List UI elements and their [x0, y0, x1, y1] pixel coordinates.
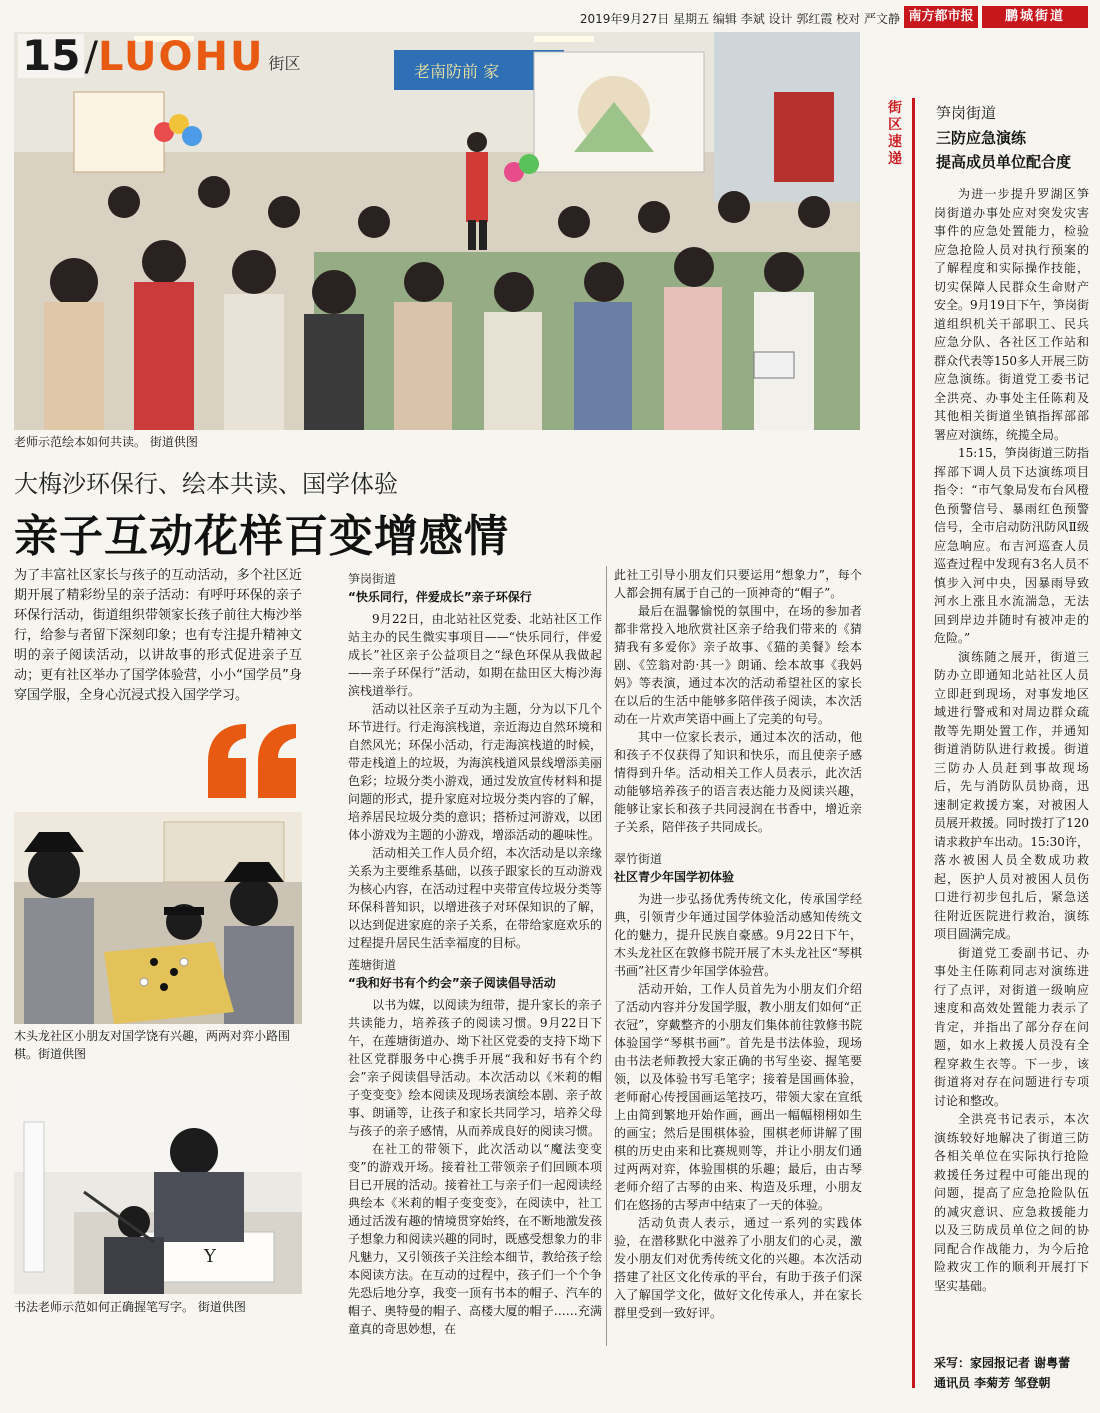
- column1-para: 9月22日，由北站社区党委、北站社区工作站主办的民生微实事项目——“快乐同行，伴爱成长”社区亲子公益项目之“绿色环保从我做起——亲子环保行”活动，如期在盐田区大梅沙海滨栈道举行。: [348, 612, 602, 698]
- sidebar-body: [934, 185, 1089, 1295]
- article-subtitle: 大梅沙环保行、绘本共读、国学体验: [14, 470, 398, 498]
- page-header: [0, 0, 1100, 30]
- column1-dept: 笋岗街道: [348, 572, 397, 586]
- sidebar-rule: [912, 98, 915, 1388]
- credit-reporter: 采写：家园报记者 谢粤蕾: [934, 1356, 1071, 1370]
- page-slash: /: [84, 34, 98, 80]
- column1-para2: 以书为媒，以阅读为纽带，提升家长的亲子共读能力，培养孩子的阅读习惯。9月22日下午，在莲塘街道办、坳下社区党委的支持下坳下社区党群服务中心携手开展“我和好书有个约会”亲子阅读倡导活动。本次活动以《米莉的帽子变变变》绘本阅读及现场表演绘本剧、亲子故事、朗诵等，让孩子和家长共同学习，培养父母与孩子的亲子感情，从而养成良好的阅读习惯。: [348, 998, 602, 1138]
- column1-para2: 在社工的带领下，此次活动以“魔法变变变”的游戏开场。接着社工带领亲子们回顾本项目已开展的活动。接着社工与亲子们一起阅读经典绘本《米莉的帽子变变变》，在阅读中，社工通过活泼有趣的情境贯穿始终，在不断地激发孩子想象力和阅读兴趣的同时，既感受想象力的非凡魅力，又引领孩子关注绘本细节，教给孩子绘本阅读方法。在互动的过程中，孩子们一个个争先恐后地分享，我变一顶有书本的帽子、汽车的帽子、奥特曼的帽子、高楼大厦的帽子……充满童真的奇思妙想，在: [348, 1142, 602, 1336]
- column1-para: 活动相关工作人员介绍，本次活动是以亲缘关系为主要维系基础，以孩子跟家长的互动游戏为核心内容，在活动过程中夹带宣传垃圾分类等环保科普知识，以增进孩子对环保知识的了解，以达到促进家庭的亲子关系，在带给家庭欢乐的过程提升居民生活幸福度的目标。: [348, 846, 602, 950]
- sidebar-credit: [934, 1353, 1094, 1393]
- weiqi-photo: [14, 812, 302, 1024]
- section-name: 街区: [268, 54, 301, 73]
- article-column-2: [614, 566, 862, 1322]
- calligraphy-scene: [14, 1082, 302, 1294]
- main-photo-caption: 老师示范绘本如何共读。 街道供图: [14, 435, 198, 449]
- sidebar-title-line2: 提高成员单位配合度: [936, 153, 1072, 171]
- column2-subhead: 社区青少年国学初体验: [614, 870, 735, 884]
- sidebar-tag: 街区速递: [888, 100, 902, 167]
- article-column-1: [348, 566, 602, 1338]
- weiqi-photo-caption: 木头龙社区小朋友对国学饶有兴趣，两两对弈小路围棋。街道供图: [14, 1029, 291, 1061]
- sidebar-para: 15:15，笋岗街道三防指挥部下调人员下达演练项目指令：“市气象局发布台风橙色预警信号、暴雨红色预警信号，全市启动防汛防风Ⅱ级应急响应。布吉河巡查人员巡查过程中发现有3名人员不慎步入河中央，因暴雨导致河水上涨且水流湍急，无法回到岸边并随时有被冲走的危险。”: [934, 446, 1089, 645]
- sidebar-dept: 笋岗街道: [936, 104, 997, 122]
- column-divider: [606, 566, 607, 1346]
- column1-para: 活动以社区亲子互动为主题，分为以下几个环节进行。行走海滨栈道，亲近海边自然环境和自然风光；环保小活动，行走海滨栈道的时候，带走栈道上的垃圾，为海滨栈道风景线增添美丽色彩；垃圾分类小游戏，通过发放宣传材料和提问题的形式，提升家庭对垃圾分类内容的了解，培养居民垃圾分类的意识；搭桥过河游戏，以团体小游戏为主题的小游戏，增添活动的趣味性。: [348, 702, 602, 842]
- page-heading: [18, 31, 301, 80]
- column2-para2: 为进一步弘扬优秀传统文化，传承国学经典，引领青少年通过国学体验活动感知传统文化的魅力，提升民族自豪感。9月22日下午，木头龙社区在敦修书院开展了木头龙社区“琴棋书画”社区青少年国学体验营。: [614, 892, 862, 978]
- column2-dept: 翠竹街道: [614, 852, 663, 866]
- credit-correspondents: 通讯员 李菊芳 邹登朝: [934, 1376, 1051, 1390]
- article-lead: 为了丰富社区家长与孩子的互动活动，多个社区近期开展了精彩纷呈的亲子活动：有呼吁环保的亲子环保行活动，街道组织带领家长孩子前往大梅沙举行，给参与者留下深刻印象；也有专注提升精神文明的亲子阅读活动，以讲故事的形式促进亲子互动；更有社区举办了国学体验营，小小“国学员”身穿国学服，全身心沉浸式投入国学学习。: [14, 568, 302, 703]
- column2-para2: 活动开始，工作人员首先为小朋友们介绍了活动内容并分发国学服，教小朋友们如何“正衣冠”，穿戴整齐的小朋友们集体前往敦修书院体验国学“琴棋书画”。首先是书法体验，现场由书法老师教授大家正确的书写坐姿、握笔要领，以及体验书写毛笔字；接着是国画体验，老师耐心传授国画运笔技巧，带领大家在宣纸上由简到繁地开始作画，画出一幅幅栩栩如生的画宝；然后是围棋体验，围棋老师讲解了围棋的历史由来和比赛规则等，并让小朋友们通过两两对弈，体验围棋的乐趣；最后，由古琴老师介绍了古琴的由来、构造及乐理，小朋友们在悠扬的古琴声中结束了一天的体验。: [614, 982, 862, 1212]
- sidebar-title-line1: 三防应急演练: [936, 129, 1027, 147]
- svg-text:Y: Y: [204, 1246, 216, 1267]
- column1-subhead: “快乐同行，伴爱成长”亲子环保行: [348, 590, 532, 604]
- sidebar-para: 为进一步提升罗湖区笋岗街道办事处应对突发灾害事件的应急处置能力，检验应急抢险人员对执行预案的了解程度和实际操作技能，切实保障人民群众生命财产安全。9月19日下午，笋岗街道组织机关干部职工、民兵应急分队、各社区工作站和群众代表等150多人开展三防应急演练。街道党工委书记全洪亮、办事处主任陈莉及其他相关街道坐镇指挥部部署应对演练，统揽全局。: [934, 187, 1089, 442]
- sidebar-para: 演练随之展开，街道三防办立即通知北站社区人员立即赶到现场，对事发地区域进行警戒和对周边群众疏散等先期处置工作，并通知街道消防队进行救援。街道三防办人员赶到事故现场后，先与消防队员协商，迅速制定救援方案，对被困人员展开救援。同时拨打了120请求救护车出动。15:30许，落水被困人员全数成功救起，医护人员对被困人员伤口进行初步包扎后，紧急送往附近医院进行救治，演练项目圆满完成。: [934, 649, 1089, 941]
- main-photo: [14, 32, 860, 430]
- reading-event-photo: [14, 32, 860, 430]
- calligraphy-photo-caption: 书法老师示范如何正确握笔写字。 街道供图: [14, 1300, 246, 1314]
- calligraphy-photo: [14, 1082, 302, 1294]
- column2-para: 其中一位家长表示，通过本次的活动，他和孩子不仅获得了知识和快乐，而且使亲子感情得到升华。活动相关工作人员表示，此次活动能够培养孩子的语言表达能力及阅读兴趣，能够让家长和孩子共同浸润在书香中，增近亲子关系，陪伴孩子共同成长。: [614, 730, 862, 834]
- supplement-logo: 鹏城街道: [982, 6, 1088, 28]
- weiqi-scene: [14, 812, 302, 1024]
- column2-para: 此社工引导小朋友们只要运用“想象力”，每个人都会拥有属于自己的一顶神奇的“帽子”。: [614, 568, 862, 600]
- sidebar-title: [936, 126, 1096, 174]
- quote-icon: [202, 718, 302, 802]
- issue-info: 2019年9月27日 星期五 编辑 李斌 设计 郭红霞 校对 严文静: [579, 12, 900, 26]
- column2-para2: 活动负责人表示，通过一系列的实践体验，在潜移默化中滋养了小朋友们的心灵，激发小朋友们对优秀传统文化的兴趣。本次活动搭建了社区文化传承的平台，有助于孩子们深入了解国学文化，做好文化传承人，并在家长群里受到一致好评。: [614, 1216, 862, 1320]
- article-headline: 亲子互动花样百变增感情: [14, 511, 509, 562]
- page-number: 15: [18, 34, 84, 78]
- banner-text: 老南防前 家: [414, 62, 500, 81]
- column1-subhead2: “我和好书有个约会”亲子阅读倡导活动: [348, 976, 556, 990]
- column2-para: 最后在温馨愉悦的氛围中，在场的参加者都非常投入地欣赏社区亲子给我们带来的《猜猜我有多爱你》亲子故事、《猫的美餐》绘本剧、《笠翁对韵·其一》朗诵、绘本故事《我妈妈》等表演，通过本次的活动希望社区的家长在以后的生活中能够多陪伴孩子阅读，本次活动在一片欢声笑语中画上了完美的句号。: [614, 604, 862, 726]
- district-name: LUOHU: [97, 34, 265, 80]
- column1-dept2: 莲塘街道: [348, 958, 397, 972]
- sidebar-para: 街道党工委副书记、办事处主任陈莉同志对演练进行了点评，对街道一级响应速度和高效处置能力表示了肯定，并指出了部分存在问题，如水上救援人员没有全程穿救生衣等。下一步，该街道将对存在问题进行专项讨论和整改。: [934, 945, 1089, 1108]
- sidebar-para: 全洪亮书记表示，本次演练较好地解决了街道三防各相关单位在实际执行抢险救援任务过程中可能出现的问题，提高了应急抢险队伍的减灾意识、应急救援能力以及三防成员单位之间的协同配合作战能力，为今后抢险救灾工作的顺利开展打下坚实基础。: [934, 1112, 1089, 1293]
- newspaper-logo: 南方都市报: [904, 6, 978, 28]
